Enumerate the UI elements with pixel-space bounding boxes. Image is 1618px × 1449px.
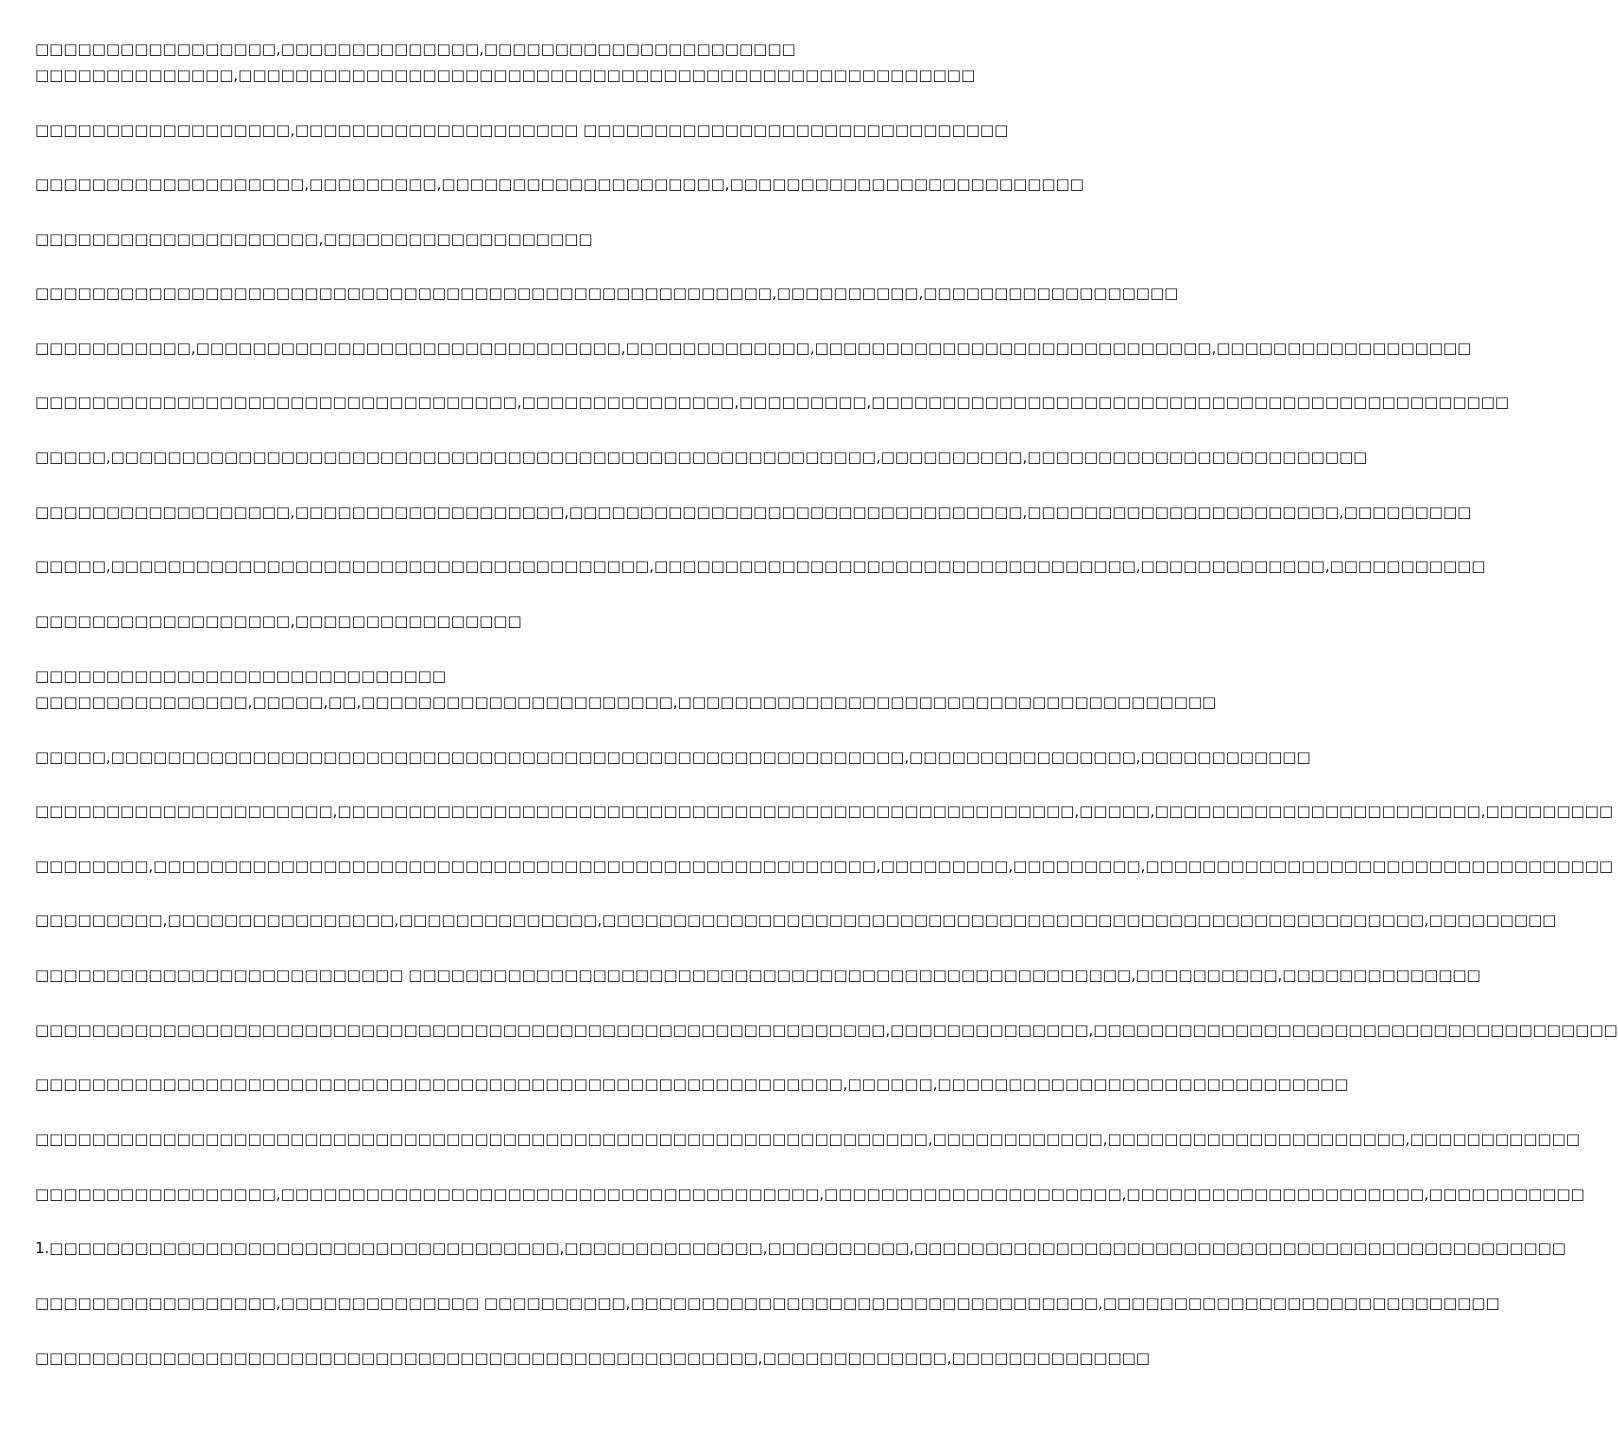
text-line: □□□□□□□□,□□□□□□□□□□□□□□□□□□□□□□□□□□□□□□□□□□□□□□□□□□□□□□□□□□□,□□□□□□□□□,□□□□□□□□□,□□□□□□□□□□□□□□□□□□□□□□□□□□□□□□□□□ bbox=[35, 857, 1614, 875]
text-line: □□□□□□□□□□□,□□□□□□□□□□□□□□□□□□□□□□□□□□□□□□,□□□□□□□□□□□□□,□□□□□□□□□□□□□□□□□□□□□□□□□□□□,□□□□□□□□□□□□□□□□□□ bbox=[35, 339, 1472, 357]
text-line: □□□□□□□□□□□□□□□□□□□□□□□□□□□□□□□□□□,□□□□□□□□□□□□□□□,□□□□□□□□□,□□□□□□□□□□□□□□□□□□□□□□□□□□□□□□□□□□□□□□□□□□□□□ bbox=[35, 393, 1510, 411]
text-line: □□□□□□□□□□□□□□□□□□□,□□□□□□□□□,□□□□□□□□□□□□□□□□□□□□,□□□□□□□□□□□□□□□□□□□□□□□□□ bbox=[35, 175, 1084, 193]
text-line: □□□□□□□□□□□□□□□□□□□□□□□□□□ □□□□□□□□□□□□□□□□□□□□□□□□□□□□□□□□□□□□□□□□□□□□□□□□□□□,□□□□□□□□□□,□□□□□□□□□□□□□□ bbox=[35, 966, 1481, 984]
text-line: □□□□□□□□□□□□□□,□□□□□□□□□□□□□□□□□□□□□□□□□□□□□□□□□□□□□□□□□□□□□□□□□□□□ bbox=[35, 66, 976, 84]
text-line: □□□□□□□□□□□□□□□□□□,□□□□□□□□□□□□□□□□□□□,□□□□□□□□□□□□□□□□□□□□□□□□□□□□□□□□,□□□□□□□□□□□□□□□□□□□□□□,□□□□□□□□□ bbox=[35, 503, 1472, 521]
text-line: □□□□□,□□□□□□□□□□□□□□□□□□□□□□□□□□□□□□□□□□□□□□□□□□□□□□□□□□□□□□□□,□□□□□□□□□□□□□□□□,□□□□□□□□□□□□ bbox=[35, 748, 1311, 766]
text-line: □□□□□,□□□□□□□□□□□□□□□□□□□□□□□□□□□□□□□□□□□□□□□□□□□□□□□□□□□□□□,□□□□□□□□□□,□□□□□□□□□□□□□□□□□□□□□□□□ bbox=[35, 448, 1368, 466]
text-line: □□□□□□□□□□□□□□□□□□□□,□□□□□□□□□□□□□□□□□□□ bbox=[35, 230, 593, 248]
text-line: □□□□□□□□□□□□□□□□□□□□□□□□□□□□□□□□□□□□□□□□□□□□□□□□□□□□□□□□□,□□□□□□,□□□□□□□□□□□□□□□□□□□□□□□□□□□□□ bbox=[35, 1075, 1349, 1093]
text-line: 1.□□□□□□□□□□□□□□□□□□□□□□□□□□□□□□□□□□□□,□□□□□□□□□□□□□□,□□□□□□□□□□,□□□□□□□□□□□□□□□□□□□□□□□□□□□□□□□□□□□□□□□□□□□□□□ bbox=[35, 1239, 1566, 1257]
text-line: □□□□□□□□□□□□□□□□□□□□□□□□□□□□□□□□□□□□□□□□□□□□□□□□□□□,□□□□□□□□□□□□□,□□□□□□□□□□□□□□ bbox=[35, 1349, 1150, 1367]
text-line: □□□□□,□□□□□□□□□□□□□□□□□□□□□□□□□□□□□□□□□□□□□□,□□□□□□□□□□□□□□□□□□□□□□□□□□□□□□□□□□,□□□□□□□□□□□□□,□□□□□□□□□□□ bbox=[35, 557, 1486, 575]
text-line: □□□□□□□□□□□□□□□□□□□□□□□□□□□□□□□□□□□□□□□□□□□□□□□□□□□□□□□□□□□□,□□□□□□□□□□□□□□,□□□□□□□□□□□□□□□□□□□□□□□□□□□□□□□□□□□□□ bbox=[35, 1021, 1618, 1039]
text-line: □□□□□□□□□□□□□□□□□□□□□□□□□□□□□□□□□□□□□□□□□□□□□□□□□□□□□□□□□□□□□□□,□□□□□□□□□□□□,□□□□□□□□□□□□□□□□□□□□□,□□□□□□□□□□□□ bbox=[35, 1130, 1580, 1148]
text-line: □□□□□□□□□□□□□□□□□□□□□,□□□□□□□□□□□□□□□□□□□□□□□□□□□□□□□□□□□□□□□□□□□□□□□□□□□□,□□□□□,□□□□□□□□□□□□□□□□□□□□□□□,□□□□□□□□□ bbox=[35, 802, 1614, 820]
text-line: □□□□□□□□□□□□□□□□□,□□□□□□□□□□□□□□,□□□□□□□□□□□□□□□□□□□□□□ bbox=[35, 40, 796, 58]
text-line: □□□□□□□□□□□□□□□□□,□□□□□□□□□□□□□□ □□□□□□□□□□,□□□□□□□□□□□□□□□□□□□□□□□□□□□□□□□□□,□□□□□□□□□□□□□□□□□□□□□□□□□□□□ bbox=[35, 1294, 1500, 1312]
text-line: □□□□□□□□□□□□□□□□□□□□□□□□□□□□□□□□□□□□□□□□□□□□□□□□□□□□,□□□□□□□□□□,□□□□□□□□□□□□□□□□□□ bbox=[35, 284, 1179, 302]
text-line: □□□□□□□□□□□□□□□□□□□□□□□□□□□□□ bbox=[35, 667, 446, 685]
text-line: □□□□□□□□□,□□□□□□□□□□□□□□□□,□□□□□□□□□□□□□□,□□□□□□□□□□□□□□□□□□□□□□□□□□□□□□□□□□□□□□□□□□□□□□□□□□□□□□□□□□,□□□□□□□□□ bbox=[35, 911, 1557, 929]
text-line: □□□□□□□□□□□□□□□□□□,□□□□□□□□□□□□□□□□ bbox=[35, 612, 522, 630]
text-line: □□□□□□□□□□□□□□□□□□,□□□□□□□□□□□□□□□□□□□□ □□□□□□□□□□□□□□□□□□□□□□□□□□□□□□ bbox=[35, 121, 1009, 139]
text-line: □□□□□□□□□□□□□□□,□□□□□,□□,□□□□□□□□□□□□□□□□□□□□□□,□□□□□□□□□□□□□□□□□□□□□□□□□□□□□□□□□□□□□□ bbox=[35, 693, 1217, 711]
text-line: □□□□□□□□□□□□□□□□□,□□□□□□□□□□□□□□□□□□□□□□□□□□□□□□□□□□□□□□,□□□□□□□□□□□□□□□□□□□□□,□□□□□□□□□□□□□□□□□□□□□,□□□□□□□□□□□ bbox=[35, 1185, 1585, 1203]
